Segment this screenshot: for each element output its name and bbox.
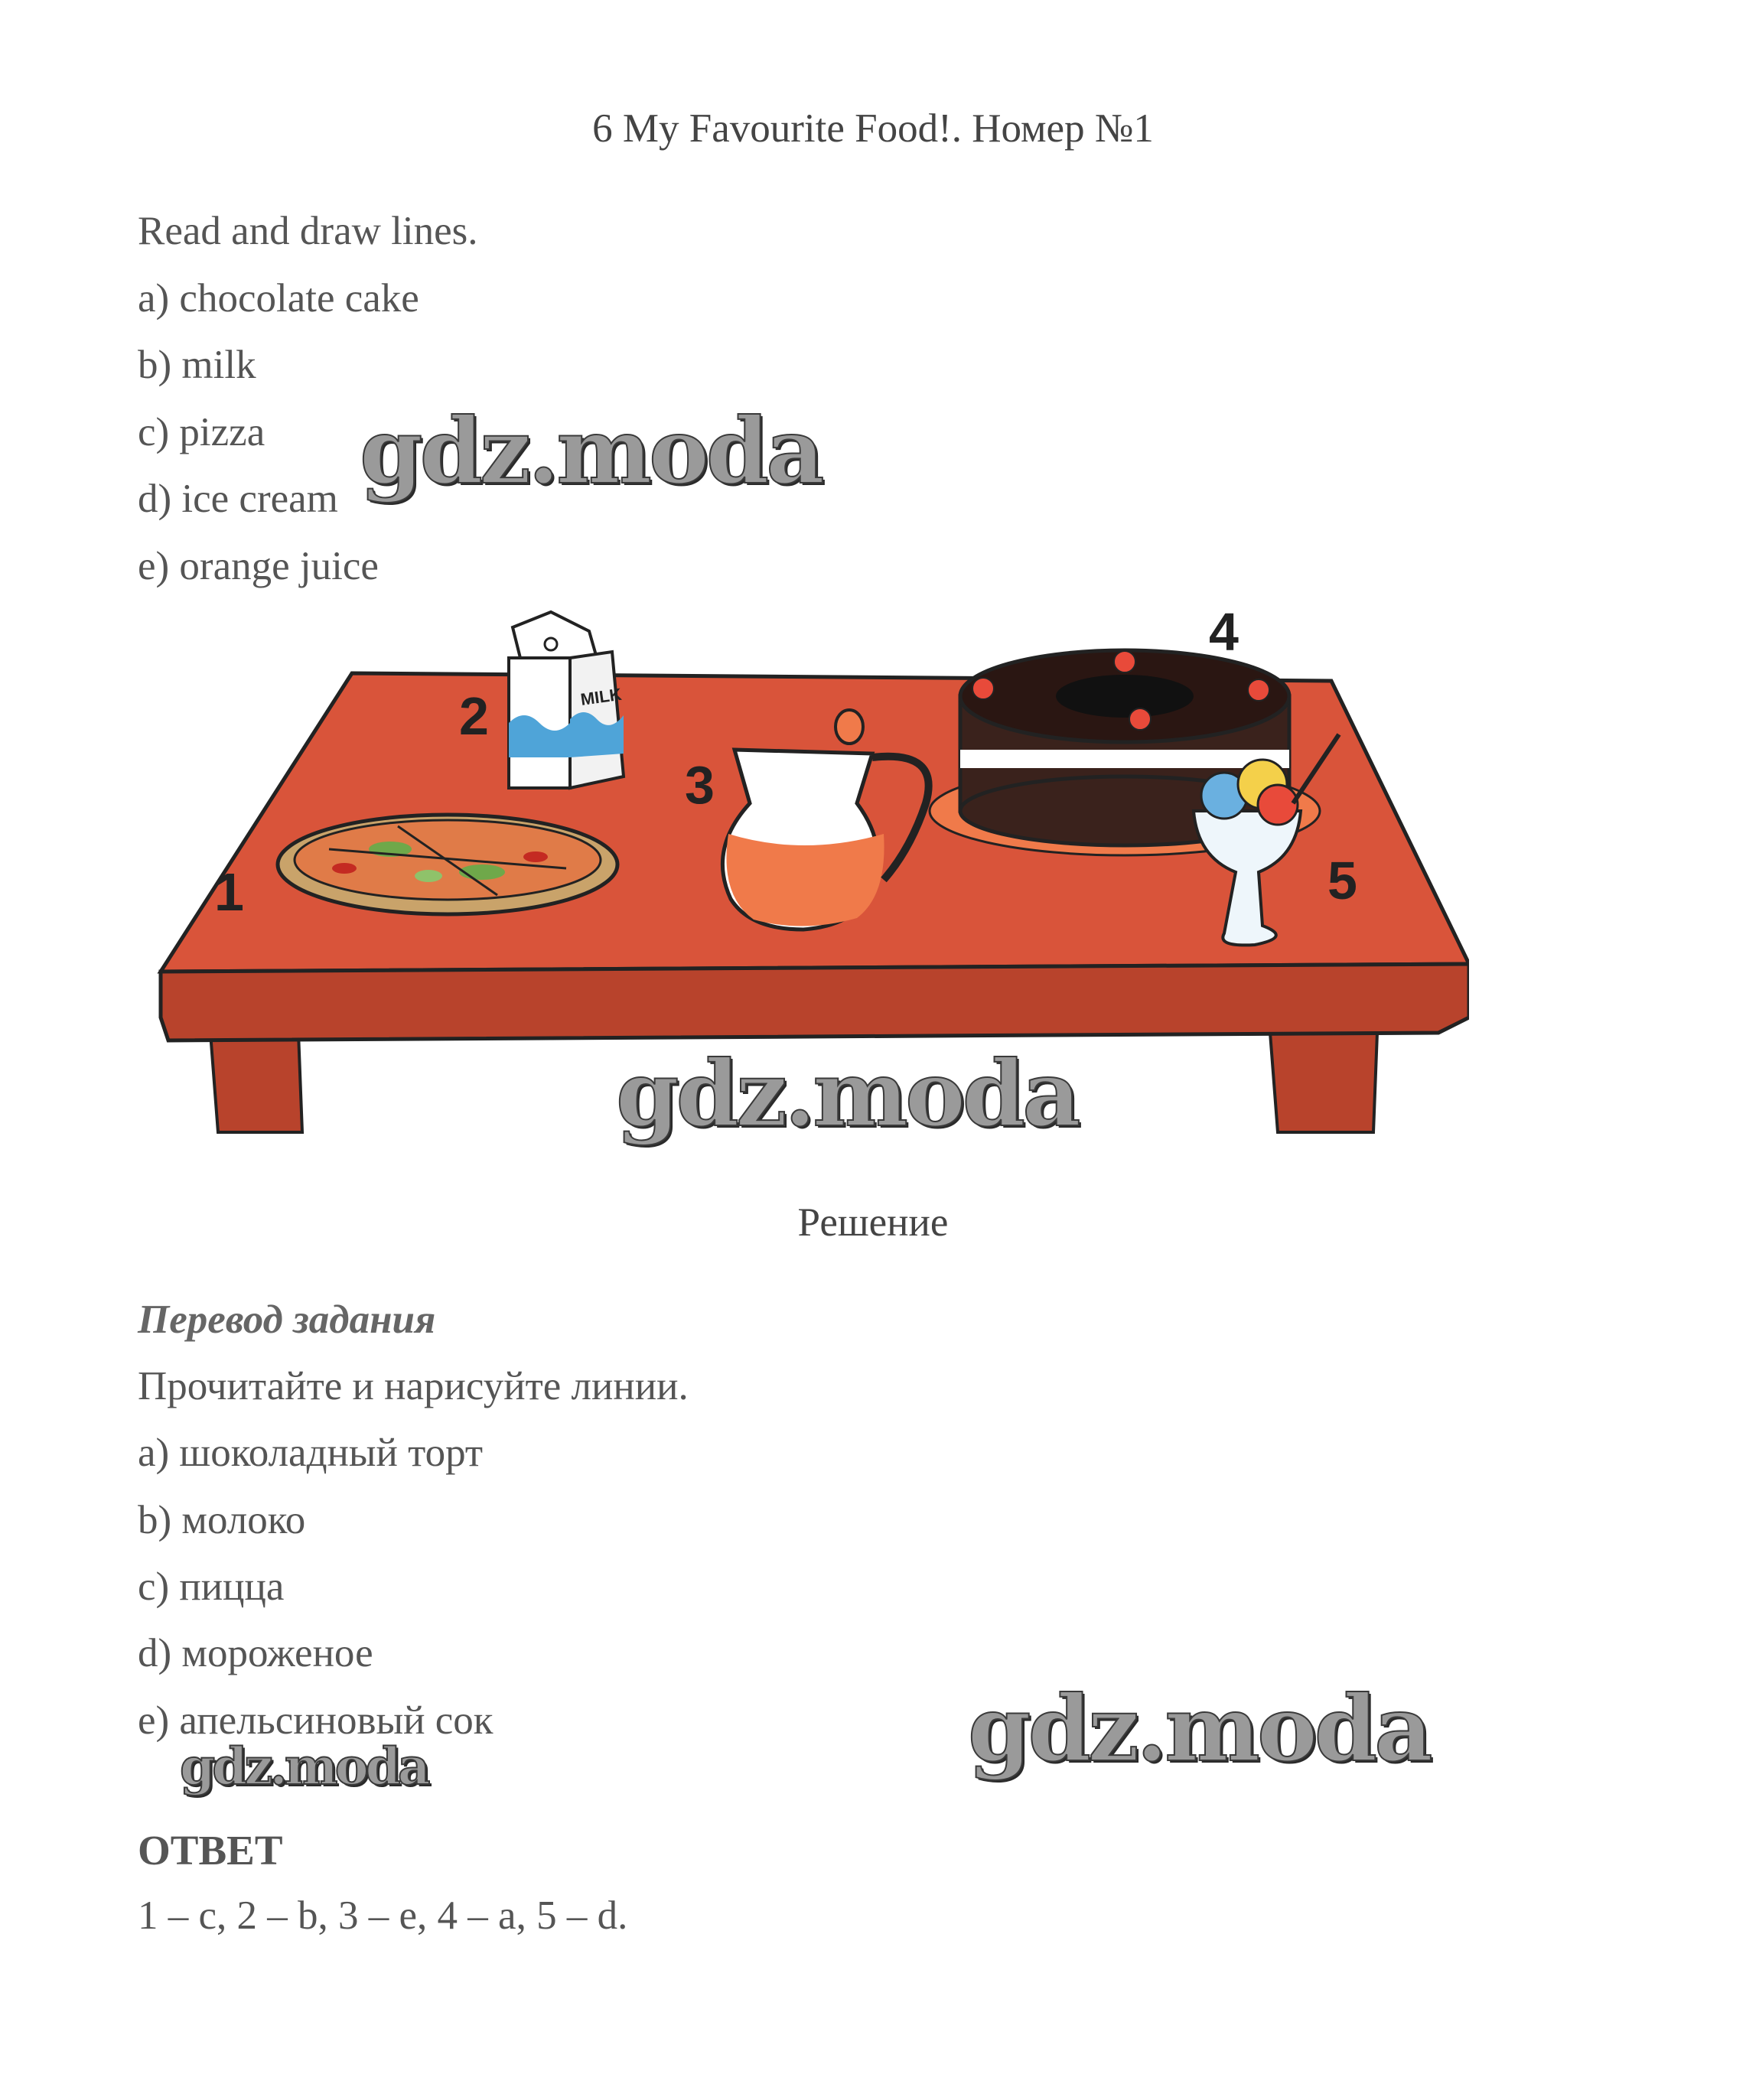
task-item-c: c) pizza [138, 410, 265, 454]
answer-text: 1 – c, 2 – b, 3 – e, 4 – a, 5 – d. [138, 1893, 628, 1938]
table-front [161, 964, 1469, 1040]
watermark-3: gdz.moda [180, 1737, 428, 1796]
task-item-e: e) orange juice [138, 544, 379, 588]
translation-item-c: c) пицца [138, 1564, 285, 1609]
answer-heading: ОТВЕТ [138, 1827, 283, 1874]
translation-instruction: Прочитайте и нарисуйте линии. [138, 1364, 689, 1408]
table-leg-right [1270, 1033, 1377, 1132]
milk-carton [509, 612, 624, 788]
page-title: 6 My Favourite Food!. Номер №1 [592, 106, 1154, 151]
label-1: 1 [214, 862, 244, 922]
watermark-2: gdz.moda [616, 1040, 1078, 1147]
label-3: 3 [685, 755, 715, 815]
translation-heading: Перевод задания [138, 1297, 436, 1342]
label-2: 2 [459, 686, 489, 746]
translation-item-e: e) апельсиновый сок [138, 1698, 494, 1743]
label-5: 5 [1327, 851, 1357, 910]
watermark-1: gdz.moda [360, 398, 822, 504]
pizza [278, 815, 617, 914]
label-4: 4 [1209, 604, 1239, 662]
translation-item-a: a) шоколадный торт [138, 1431, 484, 1475]
task-item-a: a) chocolate cake [138, 276, 419, 321]
task-instruction: Read and draw lines. [138, 209, 478, 253]
translation-item-b: b) молоко [138, 1498, 306, 1542]
table-leg-left [210, 1033, 302, 1132]
translation-item-d: d) мороженое [138, 1631, 373, 1675]
solution-label: Решение [797, 1200, 949, 1245]
svg-text:MILK: MILK [579, 684, 623, 709]
watermark-4: gdz.moda [968, 1675, 1430, 1782]
task-item-d: d) ice cream [138, 477, 338, 521]
task-item-b: b) milk [138, 343, 256, 387]
